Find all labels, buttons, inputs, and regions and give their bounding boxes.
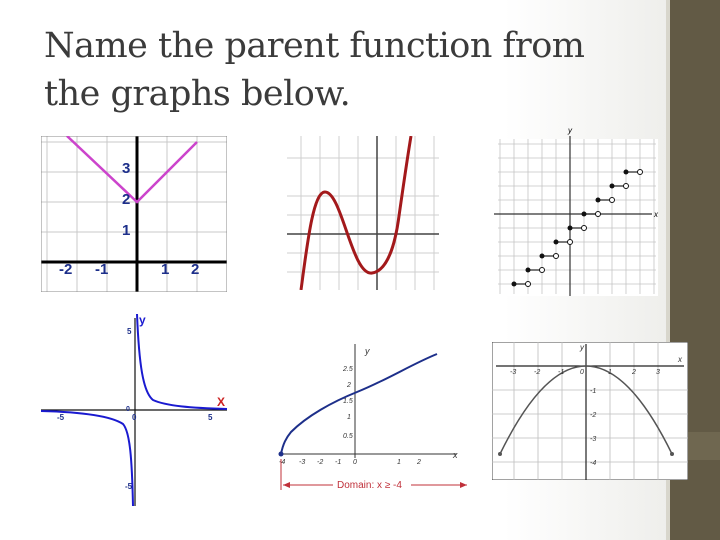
x-tick-label: -3 <box>299 459 306 466</box>
x-axis-label: x <box>678 355 682 364</box>
x-tick-label: 2 <box>191 261 200 278</box>
y-tick-label: -4 <box>590 460 597 467</box>
x-axis-label: x <box>453 450 458 460</box>
graph-background <box>498 139 658 296</box>
x-tick-label: 1 <box>608 369 612 376</box>
y-tick-label: -3 <box>590 436 597 443</box>
x-tick-label: -4 <box>279 459 286 466</box>
y-axis-label: y <box>139 314 146 327</box>
endpoint-marker <box>670 452 674 456</box>
y-tick-label: 1 <box>122 222 131 239</box>
y-tick-label: 5 <box>127 327 132 336</box>
reciprocal-graph <box>41 314 231 506</box>
x-tick-label: -1 <box>558 369 565 376</box>
y-tick-label: -2 <box>590 412 597 419</box>
absolute-value-graph <box>41 136 227 292</box>
endpoint-marker <box>498 452 502 456</box>
quadratic-graph <box>492 342 688 480</box>
x-tick-label: -1 <box>95 261 109 278</box>
x-tick-label: 1 <box>397 459 401 466</box>
x-tick-label: 2 <box>417 459 421 466</box>
y-tick-label: 1 <box>347 414 351 421</box>
y-tick-label: 0.5 <box>343 433 353 440</box>
domain-label: Domain: x ≥ -4 <box>337 480 402 491</box>
origin-label: 0 <box>126 406 130 413</box>
x-tick-label: 0 <box>353 459 357 466</box>
square-root-graph <box>277 340 477 502</box>
y-tick-label: 1.5 <box>343 398 353 405</box>
y-axis-label: y <box>365 346 370 356</box>
x-tick-label: 5 <box>208 413 213 422</box>
cubic-graph <box>287 136 439 290</box>
x-tick-label: -3 <box>510 369 517 376</box>
y-tick-label: 2.5 <box>343 366 353 373</box>
y-tick-label: -5 <box>125 482 133 491</box>
x-tick-label: -2 <box>59 261 73 278</box>
x-axis-label: X <box>217 395 226 409</box>
y-tick-label: 2 <box>347 382 351 389</box>
x-tick-label: -1 <box>335 459 342 466</box>
y-tick-label: 2 <box>122 191 131 208</box>
y-axis-label: y <box>580 343 584 352</box>
x-tick-label: 2 <box>632 369 636 376</box>
x-tick-label: -2 <box>534 369 541 376</box>
x-tick-label: 3 <box>656 369 660 376</box>
step-function-graph <box>488 124 660 296</box>
x-axis-label: x <box>654 210 658 219</box>
x-tick-label: -2 <box>317 459 324 466</box>
y-axis-label: y <box>568 126 572 135</box>
x-tick-label: 1 <box>161 261 170 278</box>
x-tick-label: 0 <box>580 369 584 376</box>
y-tick-label: 3 <box>122 160 131 177</box>
x-tick-label: 0 <box>132 413 137 422</box>
x-tick-label: -5 <box>57 413 65 422</box>
slide-title: Name the parent function from the graphs below. <box>44 26 585 114</box>
y-tick-label: -1 <box>590 388 597 395</box>
start-point <box>279 452 284 457</box>
